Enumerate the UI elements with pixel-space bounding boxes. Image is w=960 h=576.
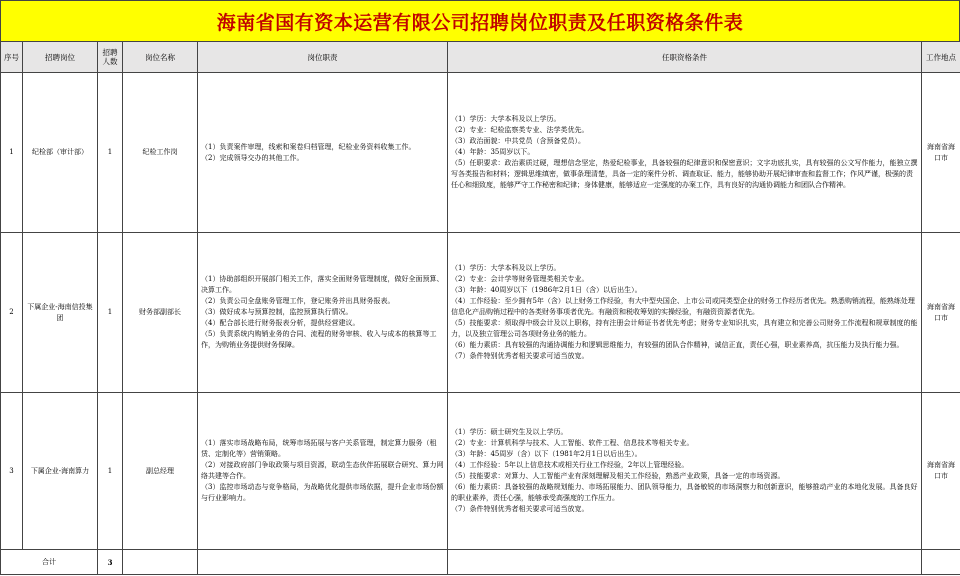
qualification-line: （2）专业：计算机科学与技术、人工智能、软件工程、信息技术等相关专业。: [451, 439, 694, 447]
duty-line: （1）落实市场战略布局，统筹市场拓展与客户关系管理，制定算力服务（租赁、定制化等）营销策略。: [201, 439, 437, 458]
qualification-line: （3）政治面貌：中共党员（含预备党员）。: [451, 137, 585, 145]
header-row: [1, 42, 960, 73]
total-empty-cell: [123, 550, 198, 575]
cell-location: 海南省海口市: [922, 73, 960, 233]
cell-location: 海南省海口市: [922, 233, 960, 393]
qualification-line: （1）学历：大学本科及以上学历。: [451, 115, 561, 123]
duty-line: （1）协助部组织开展部门相关工作，落实全面财务管理制度，做好全面预算、决算工作。: [201, 275, 444, 294]
duty-line: （2）完成领导交办的其他工作。: [201, 153, 304, 162]
qualification-line: （5）技能要求：对算力、人工智能产业有深刻理解及相关工作经验，熟悉产业政策，具备一定的市场资源。: [451, 472, 785, 480]
total-row: [1, 550, 960, 575]
cell-location: 海南省海口市: [922, 393, 960, 550]
cell-qualifications: [448, 233, 922, 393]
qualification-line: （5）技能要求：须取得中级会计及以上职称，持有注册会计师证书者优先考虑；财务专业知识扎实，具有建立和完善公司财务工作流程和规章制度的能力，以及独立管理公司各项财务业务的能力。: [451, 319, 918, 338]
qualification-line: （3）年龄：40周岁以下（1986年2月1日（含）以后出生）。: [451, 286, 642, 294]
cell-position: 副总经理: [123, 393, 198, 550]
cell-duties: [198, 233, 448, 393]
cell-seq: 1: [1, 73, 23, 233]
total-empty-cell: [448, 550, 922, 575]
cell-position: 财务部副部长: [123, 233, 198, 393]
duty-line: （4）配合部长进行财务报表分析，提供经营建议。: [201, 319, 360, 327]
cell-count: 1: [98, 73, 123, 233]
qualification-line: （4）工作经验：至少拥有5年（含）以上财务工作经验，有大中型央国企、上市公司或同类型企业的财务工作经历者优先。熟悉购销流程，能熟练处理信息化产品购销过程中的各类财务事项者优先。有融资和税收筹划的实操经验，有融资资源者优先。: [451, 297, 915, 316]
duty-line: （5）负责系统内购销业务的合同、流程的财务审核、收入与成本的核算等工作，为购销业务提供财务保障。: [201, 330, 437, 349]
cell-count: 1: [98, 233, 123, 393]
cell-seq: 2: [1, 233, 23, 393]
qualification-line: （3）年龄：45周岁（含）以下（1981年2月1日以后出生）。: [451, 450, 642, 458]
header-location: 工作地点: [922, 42, 960, 73]
cell-duties: [198, 73, 448, 233]
cell-dept: 下属企业-海南信投集团: [23, 233, 98, 393]
cell-dept: 纪检部（审计部）: [23, 73, 98, 233]
header-count: 招聘人数: [98, 42, 123, 73]
header-position: 岗位名称: [123, 42, 198, 73]
total-count: 3: [98, 550, 123, 575]
header-dept: 招聘岗位: [23, 42, 98, 73]
cell-position: 纪检工作岗: [123, 73, 198, 233]
header-seq: 序号: [1, 42, 23, 73]
duty-line: （1）负责案件审理，线索和案卷归档管理，纪检业务资料收集工作。: [201, 142, 416, 151]
cell-seq: 3: [1, 393, 23, 550]
table-row: [1, 233, 960, 393]
cell-duties: [198, 393, 448, 550]
qualification-line: （6）能力素质：具有较强的沟通协调能力和逻辑思维能力，有较强的团队合作精神，诚信正直，责任心强，职业素养高，抗压能力及执行能力强。: [451, 341, 904, 349]
qualification-line: （4）工作经验：5年以上信息技术或相关行业工作经验，2年以上管理经验。: [451, 461, 689, 469]
qualification-line: （7）条件特别优秀者相关要求可适当放宽。: [451, 352, 589, 360]
duty-line: （2）负责公司全盘账务管理工作，登记账务并出具财务报表。: [201, 297, 395, 305]
duty-line: （3）监控市场动态与竞争格局，为战略优化提供市场依据，提升企业市场份额与行业影响力。: [201, 483, 444, 502]
duty-line: （2）对接政府部门争取政策与项目资源，联动生态伙伴拓展联合研究、算力网络共建等合作。: [201, 461, 444, 480]
cell-dept: 下属企业-海南算力: [23, 393, 98, 550]
qualification-line: （7）条件特别优秀者相关要求可适当放宽。: [451, 505, 589, 513]
table-row: [1, 73, 960, 233]
qualification-line: （4）年龄：35周岁以下。: [451, 148, 535, 156]
recruitment-table: [0, 41, 960, 575]
total-empty-cell: [198, 550, 448, 575]
cell-qualifications: [448, 73, 922, 233]
total-label: 合计: [1, 550, 98, 575]
cell-count: 1: [98, 393, 123, 550]
header-qualifications: 任职资格条件: [448, 42, 922, 73]
table-row: [1, 393, 960, 550]
qualification-line: （1）学历：大学本科及以上学历。: [451, 264, 561, 272]
header-duties: 岗位职责: [198, 42, 448, 73]
qualification-line: （2）专业：纪检监察类专业、法学类优先。: [451, 126, 589, 134]
cell-qualifications: [448, 393, 922, 550]
sheet-title: 海南省国有资本运营有限公司招聘岗位职责及任职资格条件表: [0, 0, 960, 42]
qualification-line: （6）能力素质：具备较强的战略规划能力、市场拓展能力、团队领导能力，具备敏锐的市场洞察力和创新意识，能够推动产业的本地化发展。具备良好的职业素养，责任心强，能够承受高强度的工作压力。: [451, 483, 918, 502]
duty-line: （3）做好成本与预算控制，监控预算执行情况。: [201, 308, 353, 316]
qualification-line: （1）学历：硕士研究生及以上学历。: [451, 428, 568, 436]
qualification-line: （5）任职要求：政治素质过硬，理想信念坚定，热爱纪检事业，具备较强的纪律意识和保密意识；文字功底扎实，具有较强的公文写作能力，能独立撰写各类报告和材料；逻辑思维缜密，做事条理清楚，具备一定的案件分析、调查取证、能力，能够协助开展纪律审查和监督工作；作风严谨，极强的责任心和细致度，能够严守工作秘密和纪律；身体健康，能够适应一定强度的办案工作，具有良好的沟通协调能力和团队合作精神。: [451, 159, 918, 189]
total-empty-cell: [922, 550, 960, 575]
qualification-line: （2）专业：会计学等财务管理类相关专业。: [451, 275, 589, 283]
